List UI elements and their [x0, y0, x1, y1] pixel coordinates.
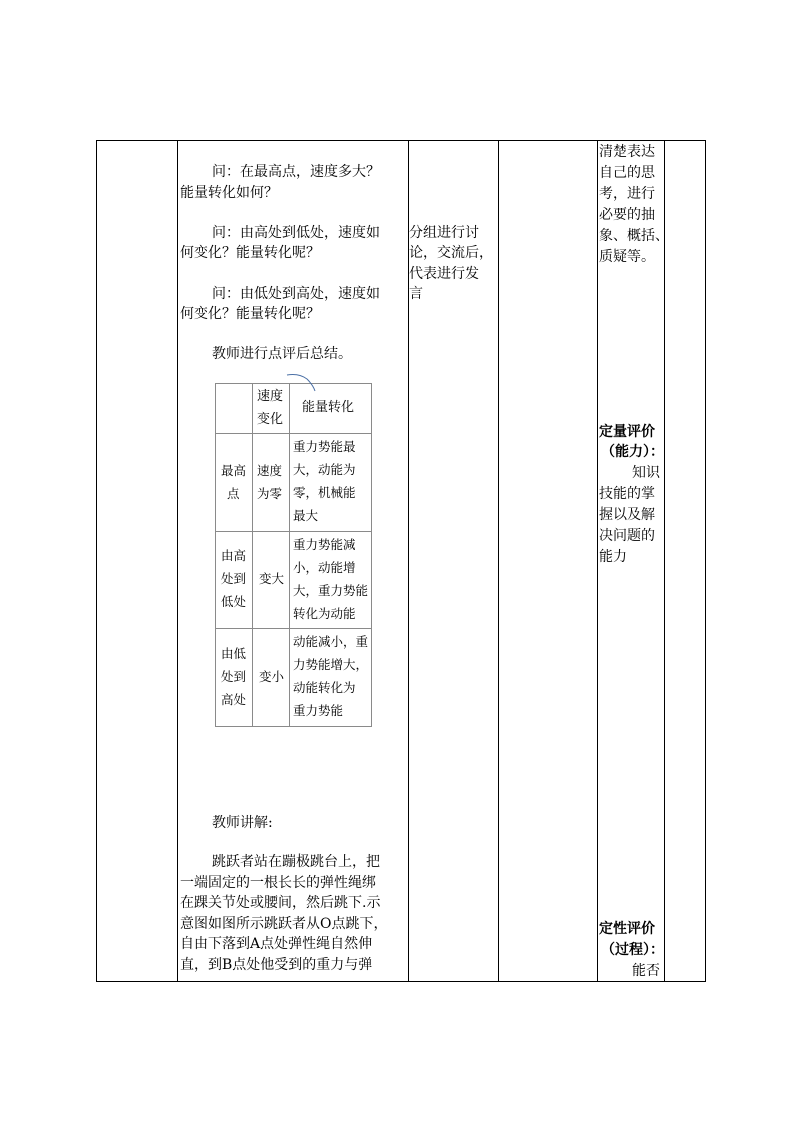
row-1-energy-4: 最大 — [293, 508, 319, 523]
student-line-1: 分组进行讨 — [409, 225, 479, 241]
pen-mark — [285, 371, 325, 393]
quant-eval-body-2: 技能的掌 — [599, 486, 655, 502]
row-1-energy-2: 大，动能为 — [293, 462, 356, 477]
lecture-line-5: 自由下落到A点处弹性绳自然伸 — [180, 936, 373, 952]
quant-eval-body-1: 知识 — [632, 465, 660, 481]
table-top-border — [96, 140, 706, 141]
question-3-line-1: 问：由低处到高处，速度如 — [212, 286, 380, 302]
quant-eval-body-4: 决问题的 — [599, 528, 655, 544]
header-speed-line-2: 变化 — [257, 412, 284, 427]
qual-eval-title: 定性评价 — [599, 921, 655, 937]
lecture-line-2: 一端固定的一根长长的弹性绳绑 — [180, 875, 376, 891]
table-col-border-2 — [177, 140, 178, 982]
lecture-line-1: 跳跃者站在蹦极跳台上，把 — [212, 854, 380, 870]
eval-intro-2: 自己的思 — [599, 165, 655, 181]
question-2-line-1: 问：由高处到低处，速度如 — [212, 225, 380, 241]
student-line-4: 言 — [409, 286, 423, 302]
row-3-label-2: 处到 — [221, 669, 247, 684]
quant-eval-body-3: 握以及解 — [599, 507, 655, 523]
table-col-border-5 — [597, 140, 598, 982]
question-2-line-2: 何变化？能量转化呢？ — [180, 245, 320, 261]
student-line-3: 代表进行发 — [409, 266, 479, 282]
row-1-speed-1: 速度 — [257, 463, 283, 478]
row-1-energy-3: 零，机械能 — [293, 485, 356, 500]
table-col-border-7 — [705, 140, 706, 982]
row-1-energy-1: 重力势能最 — [293, 439, 356, 454]
row-3-speed: 变小 — [259, 669, 285, 684]
row-2-label-2: 处到 — [221, 571, 247, 586]
eval-intro-1: 清楚表达 — [599, 144, 655, 160]
qual-eval-body: 能否 — [632, 963, 660, 979]
row-3-energy-3: 动能转化为 — [293, 680, 356, 695]
row-3-energy-1: 动能减小，重 — [293, 634, 369, 649]
student-line-2: 论，交流后， — [409, 245, 493, 261]
lecture-line-6: 直，到B点处他受到的重力与弹 — [180, 957, 373, 973]
row-2-label-3: 低处 — [221, 594, 247, 609]
row-2-speed: 变大 — [259, 571, 285, 586]
question-1-line-1: 问：在最高点，速度多大？ — [212, 164, 380, 180]
row-3-label-1: 由低 — [221, 646, 247, 661]
eval-intro-6: 质疑等。 — [599, 249, 655, 265]
lecture-line-4: 意图如图所示跳跃者从O点跳下， — [180, 916, 388, 932]
quant-eval-title: 定量评价 — [599, 424, 655, 440]
table-bottom-border — [96, 981, 706, 982]
question-3-line-2: 何变化？能量转化呢？ — [180, 306, 320, 322]
row-2-energy-2: 小，动能增 — [293, 560, 356, 575]
quant-eval-body-5: 能力 — [599, 549, 627, 565]
row-2-label-1: 由高 — [221, 548, 247, 563]
row-3-energy-2: 力势能增大， — [293, 657, 369, 672]
summary-note: 教师进行点评后总结。 — [212, 346, 352, 362]
table-col-border-4 — [498, 140, 499, 982]
quant-eval-sub: （能力）： — [601, 444, 664, 460]
lecture-line-3: 在踝关节处或腰间，然后跳下.示 — [180, 895, 381, 911]
lecture-title: 教师讲解: — [212, 815, 273, 831]
eval-intro-5: 象、概括、 — [599, 228, 669, 244]
row-2-energy-1: 重力势能减 — [293, 537, 356, 552]
row-3-label-3: 高处 — [221, 692, 247, 707]
row-2-energy-3: 大，重力势能 — [293, 583, 369, 598]
eval-intro-3: 考，进行 — [599, 186, 655, 202]
row-1-label-1: 最高 — [221, 463, 247, 478]
summary-table — [215, 383, 372, 727]
qual-eval-sub: （过程）： — [601, 942, 664, 958]
header-energy: 能量转化 — [302, 400, 355, 415]
table-col-border-6 — [664, 140, 665, 982]
table-col-border-1 — [96, 140, 97, 982]
header-speed-line-1: 速度 — [257, 389, 284, 404]
question-1-line-2: 能量转化如何？ — [180, 185, 278, 201]
row-1-speed-2: 为零 — [257, 486, 283, 501]
eval-intro-4: 必要的抽 — [599, 207, 655, 223]
row-1-label-2: 点 — [227, 486, 240, 501]
row-3-energy-4: 重力势能 — [293, 703, 344, 718]
row-2-energy-4: 转化为动能 — [293, 606, 356, 621]
